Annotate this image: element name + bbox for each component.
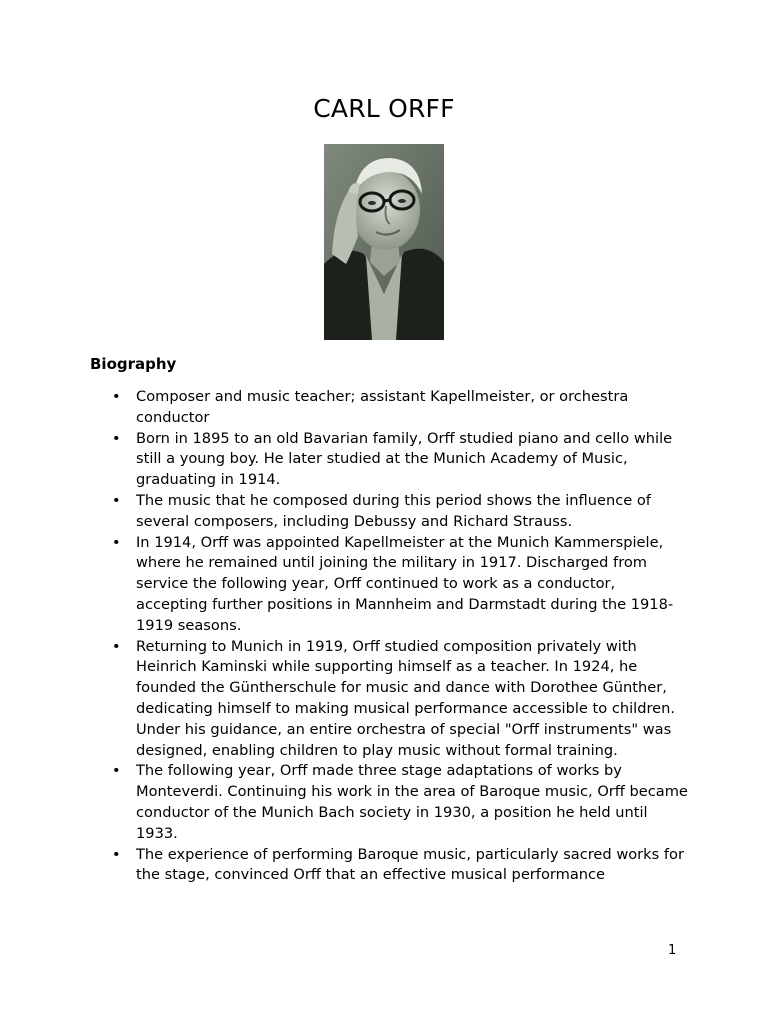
bullet-icon: •	[112, 429, 121, 447]
page-title: CARL ORFF	[313, 94, 455, 123]
list-item-text: The experience of performing Baroque music, particularly sacred works for the stage, convinced Orff that an effective musical performance	[136, 845, 684, 884]
list-item	[90, 761, 688, 844]
bullet-icon: •	[112, 388, 121, 405]
list-item	[90, 845, 688, 887]
bullet-icon: •	[112, 762, 121, 780]
portrait-photo	[324, 144, 444, 340]
page-number: 1	[668, 943, 677, 958]
biography-list	[90, 387, 688, 886]
list-item-text: The music that he composed during this period shows the influence of several composers, including Debussy and Richard Strauss.	[136, 491, 651, 530]
list-item	[90, 637, 688, 762]
list-item	[90, 429, 688, 491]
list-item-text: The following year, Orff made three stage adaptations of works by Monteverdi. Continuing his work in the area of Baroque music, Orff became conductor of the Munich Bach society in 1930, a position he held until 1933.	[136, 762, 688, 842]
section-heading-biography: Biography	[90, 355, 177, 373]
portrait-image	[324, 144, 444, 340]
bullet-icon: •	[112, 491, 121, 509]
list-item	[90, 387, 688, 429]
list-item-text: Born in 1895 to an old Bavarian family, Orff studied piano and cello while still a young boy. He later studied at the Munich Academy of Music, graduating in 1914.	[136, 429, 673, 489]
list-item-text: In 1914, Orff was appointed Kapellmeister at the Munich Kammerspiele, where he remained until joining the military in 1917. Discharged from service the following year, Orff continued to work as a conductor, accepting further positions in Mannheim and Darmstadt during the 1918-1919 seasons.	[136, 533, 674, 634]
list-item-text: Composer and music teacher; assistant Kapellmeister, or orchestra conductor	[136, 388, 629, 426]
bullet-icon: •	[112, 637, 121, 655]
list-item	[90, 491, 688, 533]
bullet-icon: •	[112, 845, 121, 863]
bullet-icon: •	[112, 533, 121, 551]
list-item	[90, 533, 688, 637]
list-item-text: Returning to Munich in 1919, Orff studied composition privately with Heinrich Kaminski while supporting himself as a teacher. In 1924, he founded the Güntherschule for music and dance with Dorothee Günther, dedicating himself to making musical performance accessible to children. Under his guidance, an entire orchestra of special "Orff instruments" was designed, enabling children to play music without formal training.	[136, 637, 676, 759]
